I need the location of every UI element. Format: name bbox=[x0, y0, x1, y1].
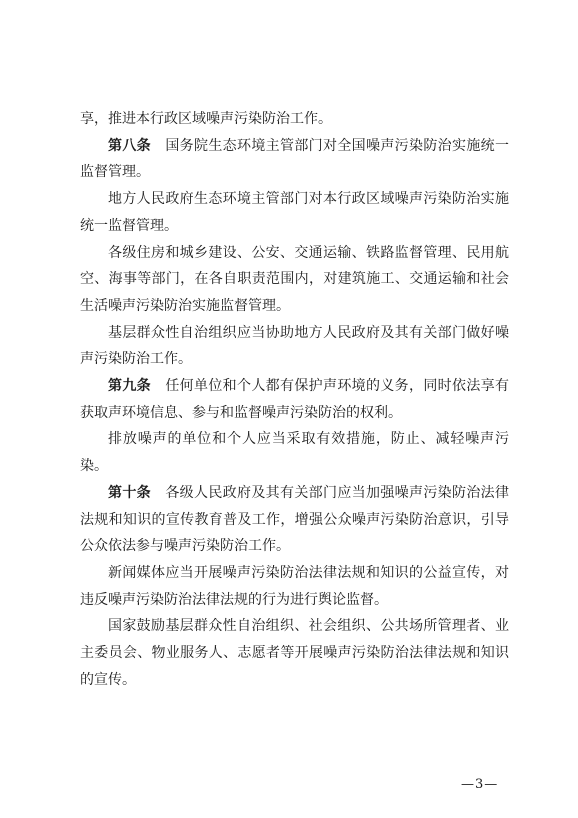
paragraph-text: 任何单位和个人都有保护声环境的义务，同时依法享有获取声环境信息、参与和监督噪声污染防治的权利。 bbox=[80, 378, 510, 421]
paragraph bbox=[80, 133, 509, 186]
paragraph-text: 基层群众性自治组织应当协助地方人民政府及其有关部门做好噪声污染防治工作。 bbox=[80, 324, 509, 368]
paragraph-text: 国家鼓励基层群众性自治组织、社会组织、公共场所管理者、业主委员会、物业服务人、志愿者等开展噪声污染防治法律法规和知识的宣传。 bbox=[80, 618, 509, 688]
paragraph bbox=[80, 560, 509, 613]
paragraph bbox=[80, 480, 509, 560]
paragraph-text: 享，推进本行政区域噪声污染防治工作。 bbox=[80, 111, 332, 127]
paragraph-text: 各级人民政府及其有关部门应当加强噪声污染防治法律法规和知识的宣传教育普及工作，增强公众噪声污染防治意识，引导公众依法参与噪声污染防治工作。 bbox=[80, 484, 510, 555]
paragraph bbox=[80, 426, 509, 479]
paragraph-text: 地方人民政府生态环境主管部门对本行政区域噪声污染防治实施统一监督管理。 bbox=[80, 191, 509, 234]
paragraph bbox=[80, 186, 509, 239]
paragraph bbox=[80, 320, 509, 373]
paragraph-text: 排放噪声的单位和个人应当采取有效措施，防止、减轻噪声污染。 bbox=[80, 431, 509, 475]
article-number: 第十条 bbox=[108, 484, 151, 501]
page-number: —3— bbox=[461, 777, 499, 792]
paragraph-text: 各级住房和城乡建设、公安、交通运输、铁路监督管理、民用航空、海事等部门，在各自职责范围内，对建筑施工、交通运输和社会生活噪声污染防治实施监督管理。 bbox=[80, 244, 509, 314]
paragraph-text: 国务院生态环境主管部门对全国噪声污染防治实施统一监督管理。 bbox=[80, 137, 510, 181]
body-text bbox=[80, 106, 509, 693]
article-number: 第九条 bbox=[108, 378, 151, 395]
paragraph bbox=[80, 613, 509, 693]
paragraph bbox=[80, 240, 509, 320]
article-number: 第八条 bbox=[108, 137, 151, 154]
paragraph-text: 新闻媒体应当开展噪声污染防治法律法规和知识的公益宣传，对违反噪声污染防治法律法规的行为进行舆论监督。 bbox=[80, 564, 509, 608]
paragraph bbox=[80, 373, 509, 426]
paragraph bbox=[80, 106, 509, 133]
